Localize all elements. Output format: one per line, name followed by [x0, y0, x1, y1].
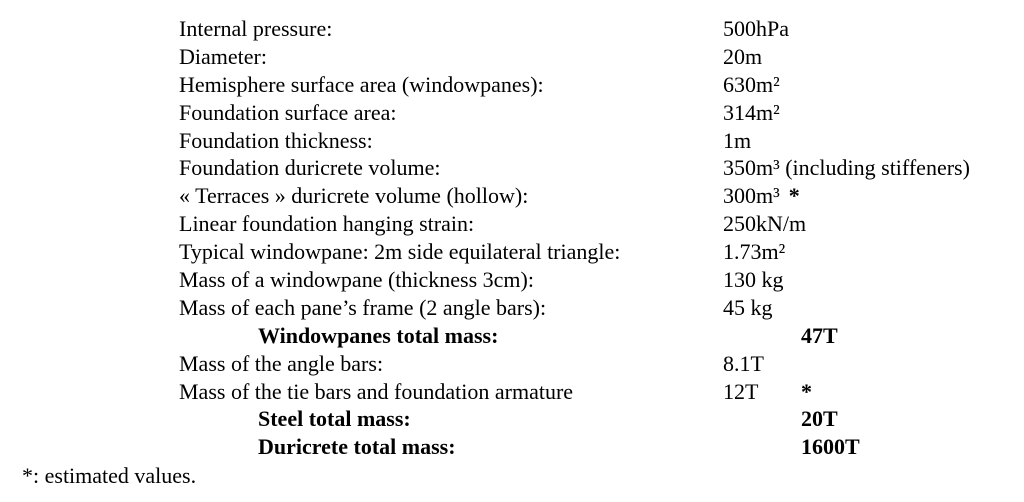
spec-row [0, 378, 1024, 406]
spec-row [0, 71, 1024, 99]
spec-value [723, 71, 780, 99]
spec-value-text: 300m³ [723, 183, 780, 209]
spec-row [0, 182, 1024, 210]
spec-value [723, 350, 764, 378]
spec-value [801, 322, 838, 350]
spec-value-text: 45 kg [723, 294, 773, 320]
spec-value [723, 154, 970, 182]
spec-label: Foundation surface area: [179, 99, 397, 125]
spec-label: Internal pressure: [179, 16, 333, 41]
spec-row [0, 294, 1024, 322]
total-row [0, 433, 1024, 461]
spec-value [723, 15, 789, 43]
spec-value [723, 43, 762, 71]
spec-value [723, 182, 800, 210]
spec-label: Mass of the angle bars: [179, 350, 384, 376]
spec-value-text: 12T [723, 378, 759, 404]
spec-value [801, 433, 860, 461]
spec-value-text: 350m³ (including stiffeners) [723, 155, 970, 181]
spec-value [801, 405, 838, 433]
spec-value-text: 20m [723, 43, 763, 69]
total-row [0, 322, 1024, 350]
spec-label: Steel total mass: [258, 406, 411, 432]
spec-row [0, 238, 1024, 266]
spec-row [0, 99, 1024, 127]
spec-label: Mass of a windowpane (thickness 3cm): [179, 267, 534, 293]
footnote: *: estimated values. [22, 463, 197, 488]
spec-label: Foundation duricrete volume: [179, 155, 441, 181]
spec-label: « Terraces » duricrete volume (hollow): [179, 183, 529, 209]
spec-label: Linear foundation hanging strain: [179, 211, 475, 237]
spec-value [723, 238, 785, 266]
spec-value-text: 130 kg [723, 267, 784, 293]
spec-value-text: 1m [723, 127, 752, 153]
spec-value-text: 20T [801, 406, 838, 432]
estimate-mark: * [801, 378, 812, 404]
spec-value-text: 500hPa [723, 16, 789, 41]
spec-table [0, 15, 1024, 461]
spec-row [0, 127, 1024, 155]
spec-label: Typical windowpane: 2m side equilateral triangle: [179, 239, 621, 265]
total-row [0, 405, 1024, 433]
spec-label: Duricrete total mass: [258, 434, 456, 460]
spec-value-text: 314m² [723, 99, 780, 125]
spec-label: Mass of the tie bars and foundation armature [179, 378, 574, 404]
spec-value [723, 266, 784, 294]
spec-value-text: 1.73m² [723, 239, 786, 265]
spec-value-text: 250kN/m [723, 211, 807, 237]
spec-label: Diameter: [179, 43, 267, 69]
spec-value-text: 47T [801, 322, 838, 348]
spec-row [0, 154, 1024, 182]
spec-row [0, 15, 1024, 43]
spec-label: Foundation thickness: [179, 127, 373, 153]
spec-label: Hemisphere surface area (windowpanes): [179, 71, 544, 97]
spec-row [0, 210, 1024, 238]
spec-label: Mass of each pane’s frame (2 angle bars): [179, 294, 547, 320]
spec-value [723, 210, 806, 238]
spec-row [0, 43, 1024, 71]
spec-value [723, 378, 758, 406]
spec-value-text: 630m² [723, 71, 780, 97]
spec-row [0, 266, 1024, 294]
estimate-mark: * [788, 183, 800, 209]
spec-value [723, 99, 780, 127]
spec-value-text: 8.1T [723, 350, 764, 376]
spec-value [723, 127, 751, 155]
spec-row [0, 350, 1024, 378]
spec-value [723, 294, 773, 322]
spec-label: Windowpanes total mass: [258, 322, 499, 348]
spec-value-text: 1600T [801, 434, 860, 460]
